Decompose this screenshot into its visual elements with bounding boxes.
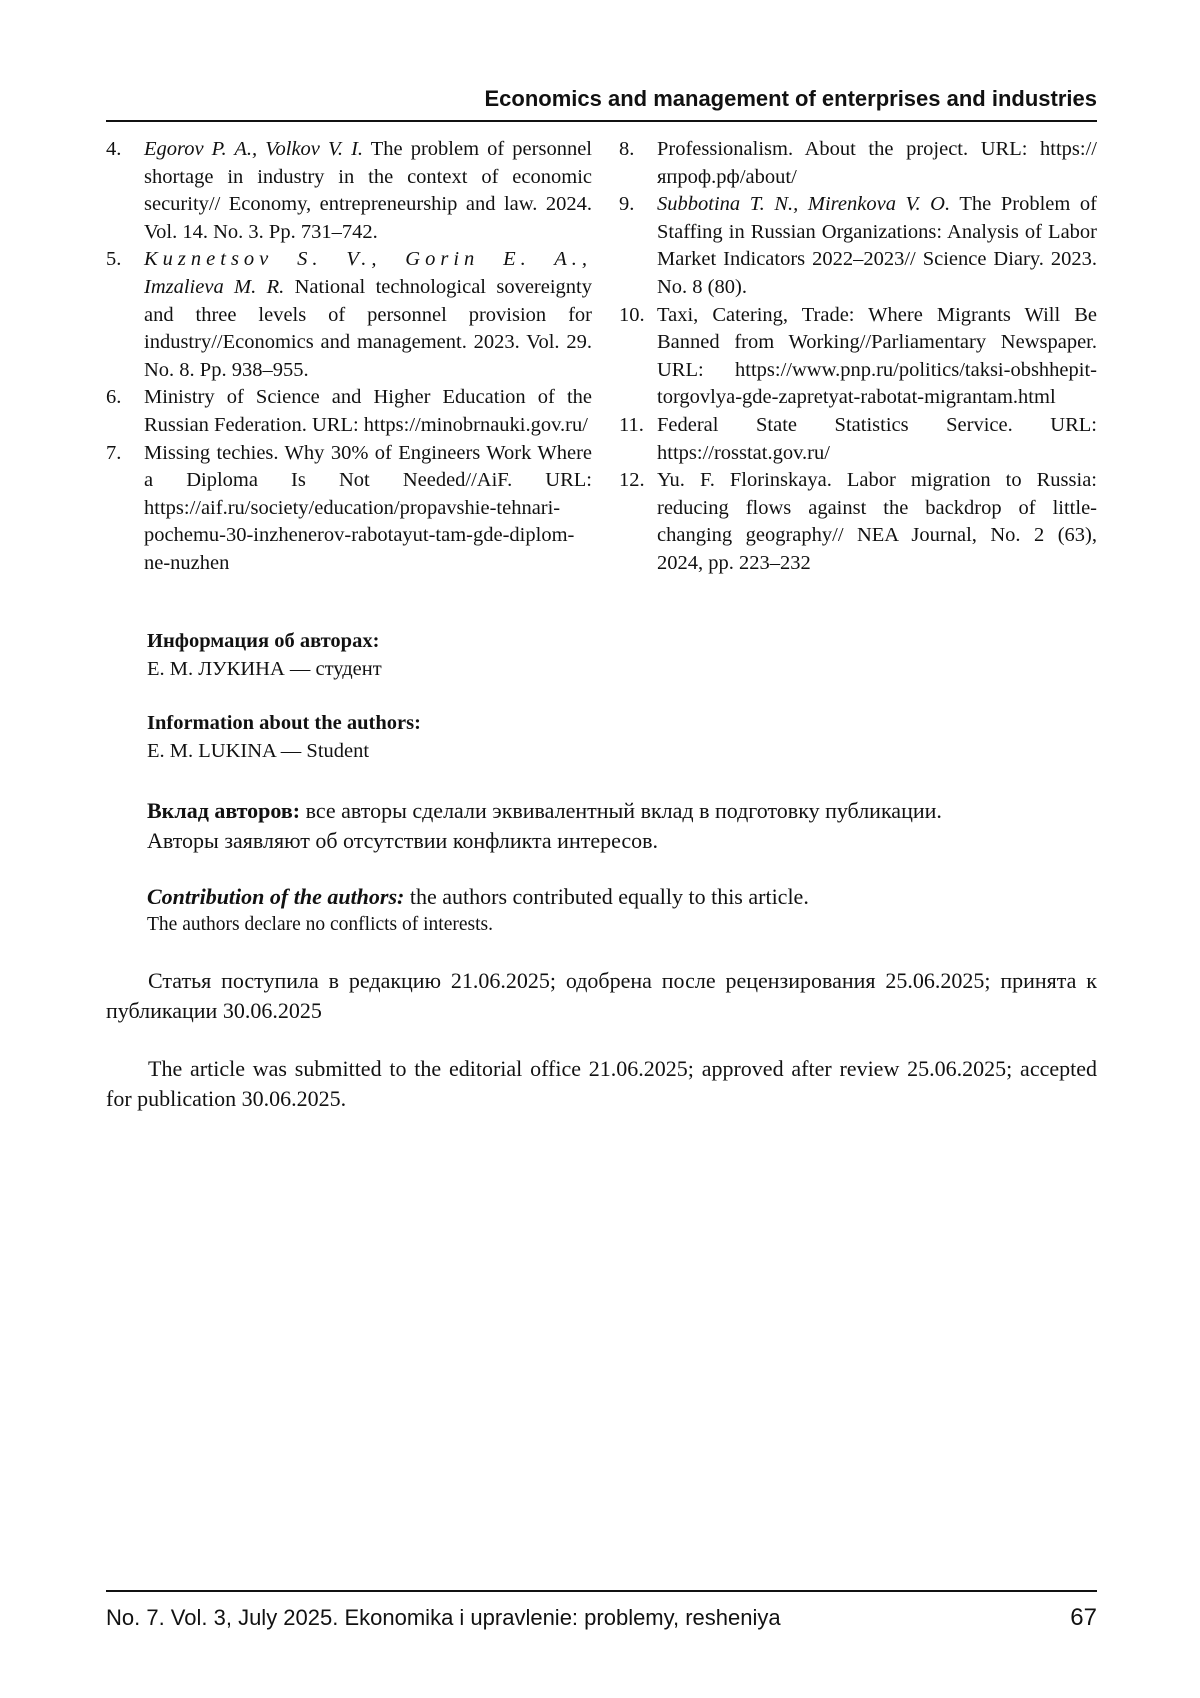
reference-text: Missing techies. Why 30% of Engineers Work Where a Diploma Is Not Needed//AiF. URL: https://aif.ru/society/education/propavshie-tehnari-pochemu-30-inzhenerov-rabotayut-tam-gde-diplom-ne-nuzhen — [144, 441, 592, 574]
authors-info-en-line: E. M. LUKINA — Student — [147, 739, 370, 762]
contribution-en-text: the authors contributed equally to this article. — [404, 884, 809, 909]
reference-item — [619, 302, 1097, 412]
reference-item — [106, 384, 592, 439]
reference-item — [619, 136, 1097, 191]
contribution-en-label: Contribution of the authors: — [147, 884, 405, 909]
reference-text: Professionalism. About the project. URL: https://япроф.рф/about/ — [657, 138, 1097, 188]
reference-number: 6. — [106, 386, 122, 409]
reference-authors: Egorov P. A., Volkov V. I. — [144, 138, 364, 160]
reference-number: 4. — [106, 138, 122, 160]
authors-info-ru — [147, 628, 382, 683]
reference-number: 5. — [106, 248, 122, 271]
contribution-ru — [147, 796, 1097, 856]
authors-info-ru-heading: Информация об авторах: — [147, 630, 380, 652]
reference-number: 9. — [619, 193, 635, 216]
references-left-column — [106, 136, 592, 578]
reference-text: The problem of personnel shortage in industry in the context of economic security// Economy, entrepreneurship and law. 2024. Vol. 14. No. 3. Pp. 731–742. — [144, 138, 592, 243]
reference-text: Federal State Statistics Service. URL: https://rosstat.gov.ru/ — [657, 413, 1097, 464]
reference-number: 11. — [619, 413, 644, 436]
authors-info-en-heading: Information about the authors: — [147, 712, 421, 734]
page-footer — [106, 1590, 1097, 1634]
reference-number: 12. — [619, 469, 645, 492]
reference-authors: Imzalieva M. R. — [144, 275, 285, 298]
reference-text: The Problem of Staffing in Russian Organizations: Analysis of Labor Market Indicators 2022–2023// Science Diary. 2023. No. 8 (80). — [657, 193, 1097, 298]
reference-item — [106, 440, 592, 578]
running-header: Economics and management of enterprises and industries — [106, 84, 1097, 122]
reference-text: Ministry of Science and Higher Education of the Russian Federation. URL: https://minobrnauki.gov.ru/ — [144, 386, 592, 436]
reference-item — [106, 136, 592, 246]
contribution-ru-label: Вклад авторов: — [147, 798, 301, 823]
reference-item — [619, 412, 1097, 467]
reference-number: 8. — [619, 138, 635, 160]
reference-authors-spaced: Kuznetsov S. V., Gorin E. A., — [144, 248, 592, 271]
contribution-ru-conflict: Авторы заявляют об отсутствии конфликта интересов. — [147, 828, 659, 853]
reference-item — [619, 191, 1097, 301]
reference-item — [106, 246, 592, 384]
authors-info-en — [147, 710, 421, 765]
reference-number: 10. — [619, 303, 645, 326]
dates-en: The article was submitted to the editorial office 21.06.2025; approved after review 25.06.2025; accepted for publication 30.06.2025. — [106, 1056, 1097, 1111]
footer-journal: No. 7. Vol. 3, July 2025. Ekonomika i upravlenie: problemy, resheniya — [106, 1605, 781, 1630]
authors-info-ru-line: Е. М. ЛУКИНА — студент — [147, 657, 382, 680]
reference-item — [619, 467, 1097, 577]
reference-text: Taxi, Catering, Trade: Where Migrants Will Be Banned from Working//Parliamentary Newspaper. URL: https://www.pnp.ru/politics/taksi-obshhepit-torgovlya-gde-zapretyat-rabotat-migrantam.html — [657, 303, 1097, 409]
reference-number: 7. — [106, 441, 122, 464]
references-right-column — [619, 136, 1097, 578]
contribution-ru-text: все авторы сделали эквивалентный вклад в подготовку публикации. — [300, 798, 942, 823]
page-number: 67 — [1070, 1604, 1097, 1631]
contribution-en-conflict: The authors declare no conflicts of interests. — [147, 914, 494, 935]
reference-text: Yu. F. Florinskaya. Labor migration to Russia: reducing flows against the backdrop of little-changing geography// NEA Journal, No. 2 (63), 2024, pp. 223–232 — [657, 469, 1097, 574]
reference-text: National technological sovereignty and three levels of personnel provision for industry//Economics and management. 2023. Vol. 29. No. 8. Pp. 938–955. — [144, 275, 592, 381]
dates-ru: Статья поступила в редакцию 21.06.2025; одобрена после рецензирования 25.06.2025; принята к публикации 30.06.2025 — [106, 968, 1097, 1023]
contribution-en — [147, 882, 1097, 938]
reference-authors: Subbotina T. N., Mirenkova V. O. — [657, 193, 951, 216]
